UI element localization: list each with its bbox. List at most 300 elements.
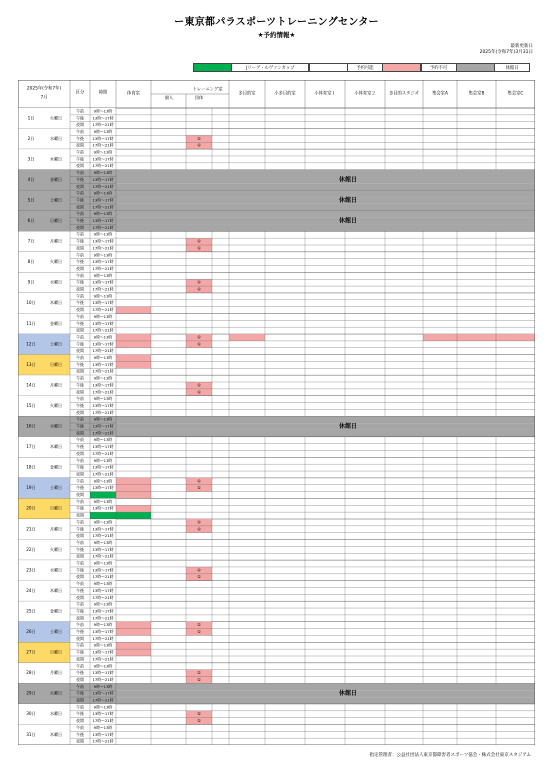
slot-period: 午前 [76, 539, 84, 545]
slot-time: 13時～17時 [92, 526, 114, 532]
unavailable-slot [116, 505, 151, 512]
booking-mark: ① [197, 629, 201, 635]
day-weekday: 水曜日 [50, 423, 62, 429]
slot-period: 夜間 [76, 635, 84, 641]
closed-band [116, 416, 535, 423]
booking-mark: ① [197, 526, 201, 532]
day-date: 27日 [26, 649, 36, 655]
legend [193, 63, 530, 72]
slot-period: 午前 [76, 231, 84, 237]
booking-mark: ① [197, 567, 201, 573]
slot-time: 9時～13時 [93, 313, 113, 319]
slot-period: 夜間 [76, 656, 84, 662]
slot-period: 夜間 [76, 327, 84, 333]
unavailable-slot [116, 485, 151, 492]
day-date: 18日 [26, 464, 36, 470]
slot-time: 9時～13時 [93, 416, 113, 422]
slot-time: 13時～17時 [92, 341, 114, 347]
slot-time: 9時～13時 [93, 190, 113, 196]
slot-time: 9時～13時 [93, 231, 113, 237]
unavailable-slot [116, 361, 151, 368]
slot-time: 9時～13時 [93, 252, 113, 258]
day-weekday: 日曜日 [50, 361, 62, 367]
slot-period: 午前 [76, 478, 84, 484]
slot-period: 午後 [76, 135, 84, 141]
slot-time: 9時～13時 [93, 478, 113, 484]
legend-event-swatch [193, 63, 232, 72]
slot-time: 17時～21時 [92, 553, 114, 559]
day-weekday: 土曜日 [50, 629, 62, 635]
slot-time: 17時～21時 [92, 224, 114, 230]
slot-period: 午後 [76, 690, 84, 696]
day-date: 22日 [26, 546, 36, 552]
booking-mark: ① [197, 238, 201, 244]
closed-band [116, 697, 535, 704]
slot-period: 午前 [76, 190, 84, 196]
slot-period: 夜間 [76, 718, 84, 724]
update-date: 2025年(令和7年)3月31日 [479, 50, 533, 55]
slot-time: 13時～17時 [92, 608, 114, 614]
booking-mark: ① [197, 670, 201, 676]
header-room: トレーニング室 [192, 87, 223, 93]
header-jikan: 時間 [98, 90, 108, 96]
slot-time: 9時～13時 [93, 683, 113, 689]
slot-time: 9時～13時 [93, 539, 113, 545]
slot-time: 17時～21時 [92, 183, 114, 189]
header-training-individual: 個人 [164, 95, 174, 100]
slot-time: 17時～21時 [92, 574, 114, 580]
slot-period: 午後 [76, 567, 84, 573]
slot-time: 9時～13時 [93, 601, 113, 607]
slot-time: 17時～21時 [92, 204, 114, 210]
slot-time: 9時～13時 [93, 272, 113, 278]
slot-period: 午後 [76, 300, 84, 306]
slot-time: 13時～17時 [92, 197, 114, 203]
slot-time: 17時～21時 [92, 389, 114, 395]
slot-period: 午前 [76, 416, 84, 422]
slot-period: 午後 [76, 711, 84, 717]
day-date: 28日 [26, 670, 36, 676]
closed-band [116, 197, 535, 204]
slot-period: 午前 [76, 581, 84, 587]
day-date: 4日 [27, 176, 35, 182]
header-room: 小体育室２ [354, 91, 376, 97]
header-room: 体育室 [127, 91, 140, 97]
slot-period: 午前 [76, 560, 84, 566]
header-year: 2025年(令和7年) [26, 86, 62, 92]
slot-period: 夜間 [76, 265, 84, 271]
slot-time: 9時～13時 [93, 724, 113, 730]
slot-period: 夜間 [76, 142, 84, 148]
day-date: 10日 [26, 300, 36, 306]
slot-time: 17時～21時 [92, 307, 114, 313]
slot-time: 13時～17時 [92, 587, 114, 593]
slot-period: 午後 [76, 402, 84, 408]
slot-time: 9時～13時 [93, 355, 113, 361]
booking-mark: ① [197, 341, 201, 347]
unavailable-slot [116, 334, 151, 341]
day-date: 16日 [26, 423, 36, 429]
day-weekday: 木曜日 [50, 444, 62, 450]
closed-band [116, 211, 535, 218]
slot-period: 午後 [76, 279, 84, 285]
booking-mark: ① [197, 519, 201, 525]
slot-time: 13時～17時 [92, 731, 114, 737]
slot-period: 午前 [76, 519, 84, 525]
slot-period: 午後 [76, 176, 84, 182]
booking-mark: ① [197, 334, 201, 340]
slot-time: 13時～17時 [92, 320, 114, 326]
slot-period: 夜間 [76, 492, 84, 498]
slot-time: 13時～17時 [92, 402, 114, 408]
unavailable-slot [457, 334, 496, 341]
slot-period: 夜間 [76, 615, 84, 621]
slot-time: 13時～17時 [92, 115, 114, 121]
day-date: 17日 [26, 444, 36, 450]
slot-period: 午後 [76, 423, 84, 429]
day-date: 7日 [27, 238, 35, 244]
day-date: 23日 [26, 567, 36, 573]
slot-period: 夜間 [76, 409, 84, 415]
legend-unavailable-label: 予約不可 [421, 63, 457, 72]
day-date: 31日 [26, 731, 36, 737]
header-room: 集会室A [432, 91, 448, 97]
slot-time: 13時～17時 [92, 649, 114, 655]
header-kubun: 区分 [75, 90, 85, 96]
closed-label: 休館日 [338, 176, 358, 184]
legend-available-swatch [309, 63, 348, 72]
slot-period: 午後 [76, 608, 84, 614]
slot-time: 17時～21時 [92, 471, 114, 477]
slot-period: 午前 [76, 457, 84, 463]
slot-period: 午前 [76, 704, 84, 710]
slot-period: 午前 [76, 724, 84, 730]
day-weekday: 火曜日 [50, 690, 62, 696]
slot-time: 9時～13時 [93, 211, 113, 217]
slot-period: 午後 [76, 115, 84, 121]
unavailable-slot [116, 341, 151, 348]
closed-band [116, 183, 535, 190]
day-date: 19日 [26, 485, 36, 491]
booking-mark: ① [197, 574, 201, 580]
day-weekday: 月曜日 [50, 382, 62, 388]
slot-time: 17時～21時 [92, 676, 114, 682]
slot-time: 17時～21時 [92, 348, 114, 354]
slot-time: 17時～21時 [92, 286, 114, 292]
slot-time: 17時～21時 [92, 122, 114, 128]
day-weekday: 日曜日 [50, 649, 62, 655]
day-date: 6日 [27, 218, 35, 224]
booking-mark: ① [197, 478, 201, 484]
slot-period: 午前 [76, 375, 84, 381]
day-weekday: 木曜日 [50, 156, 62, 162]
slot-time: 13時～17時 [92, 156, 114, 162]
slot-time: 13時～17時 [92, 711, 114, 717]
slot-time: 9時～13時 [93, 642, 113, 648]
day-date: 3日 [27, 156, 35, 162]
slot-period: 午前 [76, 622, 84, 628]
slot-period: 午前 [76, 355, 84, 361]
slot-period: 午前 [76, 437, 84, 443]
day-date: 15日 [26, 402, 36, 408]
slot-period: 午前 [76, 313, 84, 319]
slot-period: 午前 [76, 601, 84, 607]
day-date: 13日 [26, 361, 36, 367]
closed-band [116, 224, 535, 231]
closed-label: 休館日 [338, 217, 358, 225]
booking-mark: ① [197, 279, 201, 285]
day-date: 20日 [26, 505, 36, 511]
legend-event-label: Jリーグ・ルヴァンカップ [231, 63, 309, 72]
header-room: 小体育室１ [314, 91, 336, 97]
day-date: 29日 [26, 690, 36, 696]
slot-time: 17時～21時 [92, 163, 114, 169]
day-weekday: 火曜日 [50, 259, 62, 265]
slot-time: 9時～13時 [93, 498, 113, 504]
day-weekday: 火曜日 [50, 402, 62, 408]
slot-time: 9時～13時 [93, 663, 113, 669]
slot-period: 午後 [76, 587, 84, 593]
slot-period: 午後 [76, 649, 84, 655]
day-weekday: 火曜日 [50, 546, 62, 552]
slot-time: 13時～17時 [92, 218, 114, 224]
slot-period: 午前 [76, 293, 84, 299]
closed-label: 休館日 [338, 690, 358, 698]
slot-time: 17時～21時 [92, 635, 114, 641]
day-cell [18, 190, 70, 211]
slot-period: 夜間 [76, 163, 84, 169]
slot-time: 9時～13時 [93, 108, 113, 114]
slot-period: 午前 [76, 498, 84, 504]
slot-period: 夜間 [76, 122, 84, 128]
slot-period: 午後 [76, 259, 84, 265]
slot-period: 夜間 [76, 533, 84, 539]
booking-mark: ① [197, 622, 201, 628]
booking-mark: ① [197, 382, 201, 388]
day-weekday: 水曜日 [50, 279, 62, 285]
slot-period: 午後 [76, 464, 84, 470]
slot-period: 午後 [76, 320, 84, 326]
slot-period: 夜間 [76, 389, 84, 395]
slot-period: 夜間 [76, 471, 84, 477]
day-date: 14日 [26, 382, 36, 388]
day-date: 26日 [26, 629, 36, 635]
slot-period: 午前 [76, 334, 84, 340]
slot-time: 13時～17時 [92, 444, 114, 450]
slot-time: 13時～17時 [92, 464, 114, 470]
slot-period: 夜間 [76, 512, 84, 518]
day-date: 1日 [27, 115, 35, 121]
slot-time: 9時～13時 [93, 396, 113, 402]
slot-period: 午後 [76, 629, 84, 635]
header-month: 7月 [40, 95, 48, 101]
booking-mark: ① [197, 135, 201, 141]
slot-time: 17時～21時 [92, 368, 114, 374]
slot-period: 夜間 [76, 183, 84, 189]
slot-period: 午前 [76, 683, 84, 689]
slot-period: 夜間 [76, 245, 84, 251]
slot-time: 9時～13時 [93, 437, 113, 443]
slot-period: 午前 [76, 108, 84, 114]
header-room: 小多目的室 [274, 91, 296, 97]
slot-time: 13時～17時 [92, 629, 114, 635]
slot-time: 9時～13時 [93, 170, 113, 176]
header-room: 多目的スタジオ [388, 91, 420, 97]
day-weekday: 金曜日 [50, 608, 62, 614]
day-weekday: 月曜日 [50, 670, 62, 676]
day-weekday: 土曜日 [50, 197, 62, 203]
slot-period: 午後 [76, 382, 84, 388]
slot-time: 13時～17時 [92, 423, 114, 429]
slot-time: 13時～17時 [92, 485, 114, 491]
day-cell [18, 129, 70, 150]
booking-mark: ① [197, 711, 201, 717]
booking-mark: ① [197, 718, 201, 724]
day-weekday: 日曜日 [50, 505, 62, 511]
slot-time: 13時～17時 [92, 176, 114, 182]
slot-time: 9時～13時 [93, 581, 113, 587]
slot-time: 13時～17時 [92, 382, 114, 388]
slot-period: 午後 [76, 156, 84, 162]
unavailable-slot [116, 629, 151, 636]
slot-time: 13時～17時 [92, 361, 114, 367]
slot-period: 午前 [76, 642, 84, 648]
closed-band [116, 170, 535, 177]
day-weekday: 金曜日 [50, 320, 62, 326]
slot-time: 17時～21時 [92, 409, 114, 415]
header-training-group: 団体 [194, 95, 204, 100]
header-room: 多目的室 [238, 91, 256, 97]
page-subtitle: ★予約情報★ [257, 31, 296, 39]
event-slot [90, 492, 116, 499]
day-cell [18, 170, 70, 191]
slot-period: 午後 [76, 485, 84, 491]
day-weekday: 月曜日 [50, 526, 62, 532]
day-date: 30日 [26, 711, 36, 717]
footer-operator: 指定管理者：公益社団法人東京都障害者スポーツ協会・株式会社東京スタジアム [369, 753, 531, 758]
day-weekday: 木曜日 [50, 300, 62, 306]
day-weekday: 土曜日 [50, 341, 62, 347]
booking-mark: ① [197, 142, 201, 148]
slot-period: 午前 [76, 396, 84, 402]
slot-time: 13時～17時 [92, 567, 114, 573]
day-weekday: 水曜日 [50, 567, 62, 573]
event-slot [90, 512, 151, 519]
slot-period: 午後 [76, 505, 84, 511]
slot-time: 9時～13時 [93, 149, 113, 155]
day-date: 2日 [27, 135, 35, 141]
day-weekday: 木曜日 [50, 731, 62, 737]
slot-period: 午後 [76, 341, 84, 347]
slot-time: 17時～21時 [92, 450, 114, 456]
booking-mark: ① [197, 389, 201, 395]
day-cell [18, 108, 70, 129]
day-date: 11日 [26, 320, 36, 326]
slot-period: 夜間 [76, 368, 84, 374]
unavailable-slot [116, 622, 151, 629]
unavailable-slot [496, 334, 535, 341]
day-date: 5日 [27, 197, 35, 203]
slot-period: 午前 [76, 128, 84, 134]
slot-period: 夜間 [76, 697, 84, 703]
slot-time: 13時～17時 [92, 546, 114, 552]
unavailable-slot [116, 355, 151, 362]
slot-period: 午後 [76, 526, 84, 532]
unavailable-slot [116, 478, 151, 485]
day-cell [18, 149, 70, 170]
closed-label: 休館日 [338, 423, 358, 431]
slot-period: 夜間 [76, 204, 84, 210]
slot-period: 午後 [76, 444, 84, 450]
slot-time: 13時～17時 [92, 279, 114, 285]
slot-period: 午前 [76, 149, 84, 155]
closed-band [116, 423, 535, 430]
unavailable-slot [116, 649, 151, 656]
slot-time: 9時～13時 [93, 375, 113, 381]
day-date: 12日 [26, 341, 36, 347]
slot-time: 13時～17時 [92, 690, 114, 696]
header-room: 集会室B [468, 91, 485, 97]
slot-period: 午後 [76, 546, 84, 552]
header-room: 集会室C [507, 91, 524, 97]
day-date: 25日 [26, 608, 36, 614]
slot-period: 夜間 [76, 307, 84, 313]
slot-period: 午後 [76, 731, 84, 737]
unavailable-slot [229, 334, 265, 341]
slot-time: 13時～17時 [92, 238, 114, 244]
slot-time: 17時～21時 [92, 533, 114, 539]
day-date: 8日 [27, 259, 35, 265]
slot-period: 夜間 [76, 574, 84, 580]
slot-time: 17時～21時 [92, 327, 114, 333]
slot-time: 17時～21時 [92, 430, 114, 436]
slot-time: 17時～21時 [92, 738, 114, 744]
closed-band [116, 218, 535, 225]
update-label: 最新更新日 [510, 44, 533, 49]
slot-time: 13時～17時 [92, 505, 114, 511]
booking-mark: ① [197, 245, 201, 251]
day-weekday: 金曜日 [50, 176, 62, 182]
slot-period: 午前 [76, 272, 84, 278]
slot-time: 9時～13時 [93, 457, 113, 463]
slot-period: 午前 [76, 211, 84, 217]
legend-unavailable-swatch [382, 63, 421, 72]
day-weekday: 火曜日 [50, 115, 62, 121]
booking-mark: ① [197, 286, 201, 292]
day-date: 21日 [26, 526, 36, 532]
slot-time: 13時～17時 [92, 670, 114, 676]
legend-closed-swatch [456, 63, 495, 72]
slot-period: 午後 [76, 670, 84, 676]
slot-period: 午前 [76, 252, 84, 258]
slot-period: 午後 [76, 218, 84, 224]
day-cell [18, 272, 70, 293]
unavailable-slot [423, 334, 457, 341]
slot-time: 17時～21時 [92, 142, 114, 148]
slot-time: 17時～21時 [92, 718, 114, 724]
closed-band [116, 430, 535, 437]
unavailable-slot [116, 307, 151, 314]
day-cell [18, 211, 70, 232]
slot-period: 夜間 [76, 224, 84, 230]
slot-time: 9時～13時 [93, 128, 113, 134]
slot-period: 夜間 [76, 676, 84, 682]
day-weekday: 月曜日 [50, 238, 62, 244]
slot-period: 夜間 [76, 348, 84, 354]
slot-time: 13時～17時 [92, 135, 114, 141]
day-weekday: 水曜日 [50, 711, 62, 717]
page-title: ー東京都パラスポーツトレーニングセンター [174, 17, 379, 28]
